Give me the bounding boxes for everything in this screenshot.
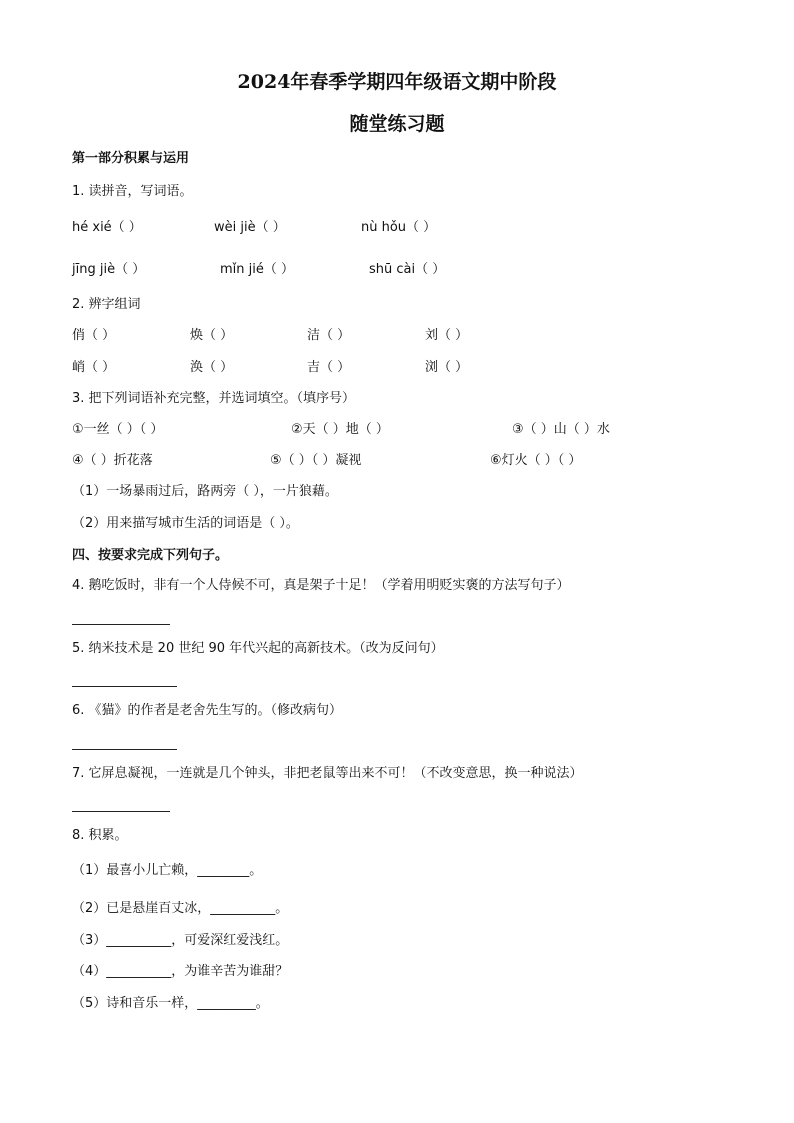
q1-item: jīng jiè（ ） — [72, 262, 146, 277]
q3-item: ④（ ）折花落 — [72, 453, 153, 468]
q6-text: 6. 《猫》的作者是老舍先生写的。（修改病句） — [72, 703, 343, 718]
q2-item: 浏（ ） — [425, 360, 469, 375]
q2-item: 吉（ ） — [307, 360, 351, 375]
q7-answer-line — [72, 811, 170, 812]
q4-answer-line — [72, 624, 170, 625]
q8-item: （4）__________，为谁辛苦为谁甜？ — [72, 964, 289, 979]
q1-item: wèi jiè（ ） — [214, 220, 286, 235]
q3-sub-question: （1）一场暴雨过后，路两旁（ ），一片狼藉。 — [72, 484, 338, 499]
q3-item: ⑥灯火（ ）（ ） — [490, 453, 582, 468]
section4-heading: 四、按要求完成下列句子。 — [72, 548, 229, 563]
q3-item: ③（ ）山（ ）水 — [512, 422, 610, 437]
q3-sub-question: （2）用来描写城市生活的词语是（ ）。 — [72, 516, 299, 531]
q1-item: mǐn jié（ ） — [220, 262, 295, 277]
q2-prompt: 2. 辨字组词 — [72, 297, 141, 312]
q1-prompt: 1. 读拼音，写词语。 — [72, 184, 193, 199]
q8-item: （3）__________，可爱深红爱浅红。 — [72, 933, 289, 948]
q3-prompt: 3. 把下列词语补充完整，并选词填空。（填序号） — [72, 391, 356, 406]
q3-item: ⑤（ ）（ ）凝视 — [270, 453, 362, 468]
q8-item: （2）已是悬崖百丈冰，__________。 — [72, 901, 289, 916]
q2-item: 洁（ ） — [307, 328, 351, 343]
q2-item: 刘（ ） — [425, 328, 469, 343]
q3-item: ②天（ ）地（ ） — [291, 422, 389, 437]
q1-item: nù hǒu（ ） — [361, 220, 437, 235]
q2-item: 俏（ ） — [72, 328, 116, 343]
q8-item: （1）最喜小儿亡赖，________。 — [72, 863, 263, 878]
q7-text: 7. 它屏息凝视，一连就是几个钟头，非把老鼠等出来不可！（不改变意思，换一种说法） — [72, 766, 583, 781]
q2-item: 峭（ ） — [72, 360, 116, 375]
page-title: 2024年春季学期四年级语文期中阶段 — [237, 71, 557, 93]
q6-answer-line — [72, 749, 177, 750]
q5-text: 5. 纳米技术是 20 世纪 90 年代兴起的高新技术。（改为反问句） — [72, 641, 444, 656]
q1-item: hé xié（ ） — [72, 220, 142, 235]
q1-item: shū cài（ ） — [369, 262, 446, 277]
q8-prompt: 8. 积累。 — [72, 828, 128, 843]
q2-item: 焕（ ） — [190, 328, 234, 343]
part1-heading: 第一部分积累与运用 — [72, 151, 190, 166]
q4-text: 4. 鹅吃饭时，非有一个人侍候不可，真是架子十足！（学着用明贬实褒的方法写句子） — [72, 578, 570, 593]
q3-item: ①一丝（ ）（ ） — [72, 422, 164, 437]
page-subtitle: 随堂练习题 — [349, 113, 445, 135]
q8-item: （5）诗和音乐一样，_________。 — [72, 996, 269, 1011]
q2-item: 涣（ ） — [190, 360, 234, 375]
q5-answer-line — [72, 686, 177, 687]
